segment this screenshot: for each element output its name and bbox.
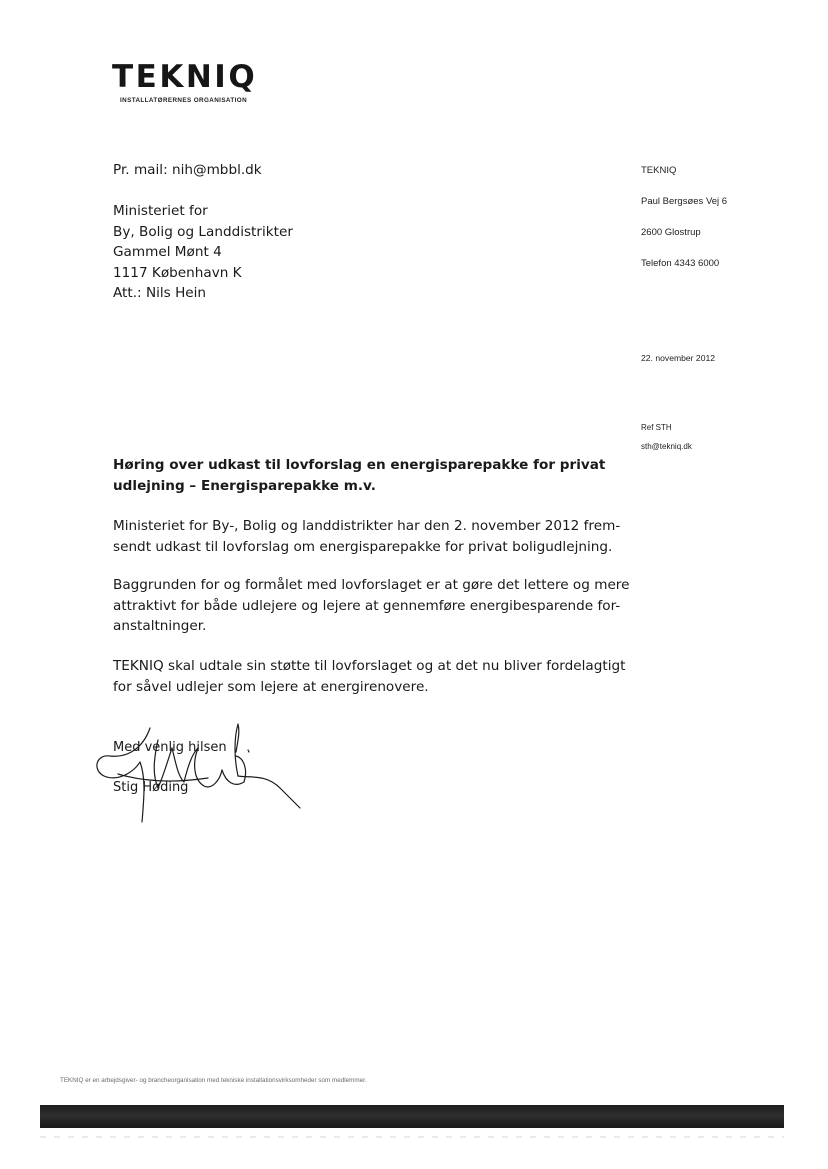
logo-wordmark: TEKNIQ <box>112 59 258 95</box>
paragraph-line: for såvel udlejer som lejere at energirenovere. <box>113 678 429 695</box>
mail-line: Pr. mail: nih@mbbl.dk <box>113 162 262 178</box>
sender-phone: Telefon 4343 6000 <box>641 258 720 269</box>
sender-street: Paul Bergsøes Vej 6 <box>641 196 728 207</box>
subject-line: udlejning – Energisparepakke m.v. <box>113 477 376 494</box>
letter-date: 22. november 2012 <box>641 353 716 363</box>
sender-email: sth@tekniq.dk <box>641 442 692 451</box>
reference: Ref STH <box>641 423 672 432</box>
paragraph-line: Baggrunden for og formålet med lovforslaget er at gøre det lettere og mere <box>113 577 630 593</box>
paragraph-3 <box>113 656 633 697</box>
subject-line: Høring over udkast til lovforslag en energisparepakke for privat <box>113 457 606 473</box>
scan-artifact <box>40 1136 784 1138</box>
footer-note: TEKNIQ er en arbejdsgiver- og brancheorganisation med tekniske installationsvirksomheder som medlemmer. <box>60 1077 367 1084</box>
paragraph-line: anstaltninger. <box>113 618 207 634</box>
sender-name: TEKNIQ <box>641 165 677 176</box>
recipient-address <box>113 201 293 304</box>
recipient-line: 1117 København K <box>113 264 242 281</box>
paragraph-line: Ministeriet for By-, Bolig og landdistrikter har den 2. november 2012 frem- <box>113 518 621 534</box>
recipient-line: Gammel Mønt 4 <box>113 244 222 260</box>
paragraph-line: sendt udkast til lovforslag om energisparepakke for privat boligudlejning. <box>113 538 613 555</box>
recipient-line: Att.: Nils Hein <box>113 285 207 301</box>
logo-tagline: INSTALLATØRERNES ORGANISATION <box>120 97 248 104</box>
sender-city: 2600 Glostrup <box>641 227 701 238</box>
recipient-line: By, Bolig og Landdistrikter <box>113 223 293 240</box>
closing-greeting: Med venlig hilsen <box>113 740 227 755</box>
paragraph-2 <box>113 575 633 637</box>
paragraph-line: attraktivt for både udlejere og lejere at gennemføre energibesparende for- <box>113 597 621 614</box>
paragraph-1 <box>113 516 633 557</box>
recipient-line: Ministeriet for <box>113 203 208 219</box>
paragraph-line: TEKNIQ skal udtale sin støtte til lovforslaget og at det nu bliver fordelagtigt <box>113 658 626 674</box>
tekniq-logo <box>112 59 258 104</box>
letter-subject <box>113 455 633 496</box>
handwritten-signature <box>88 718 308 828</box>
signatory-name: Stig Høding <box>113 780 189 795</box>
footer-bar <box>40 1105 784 1128</box>
